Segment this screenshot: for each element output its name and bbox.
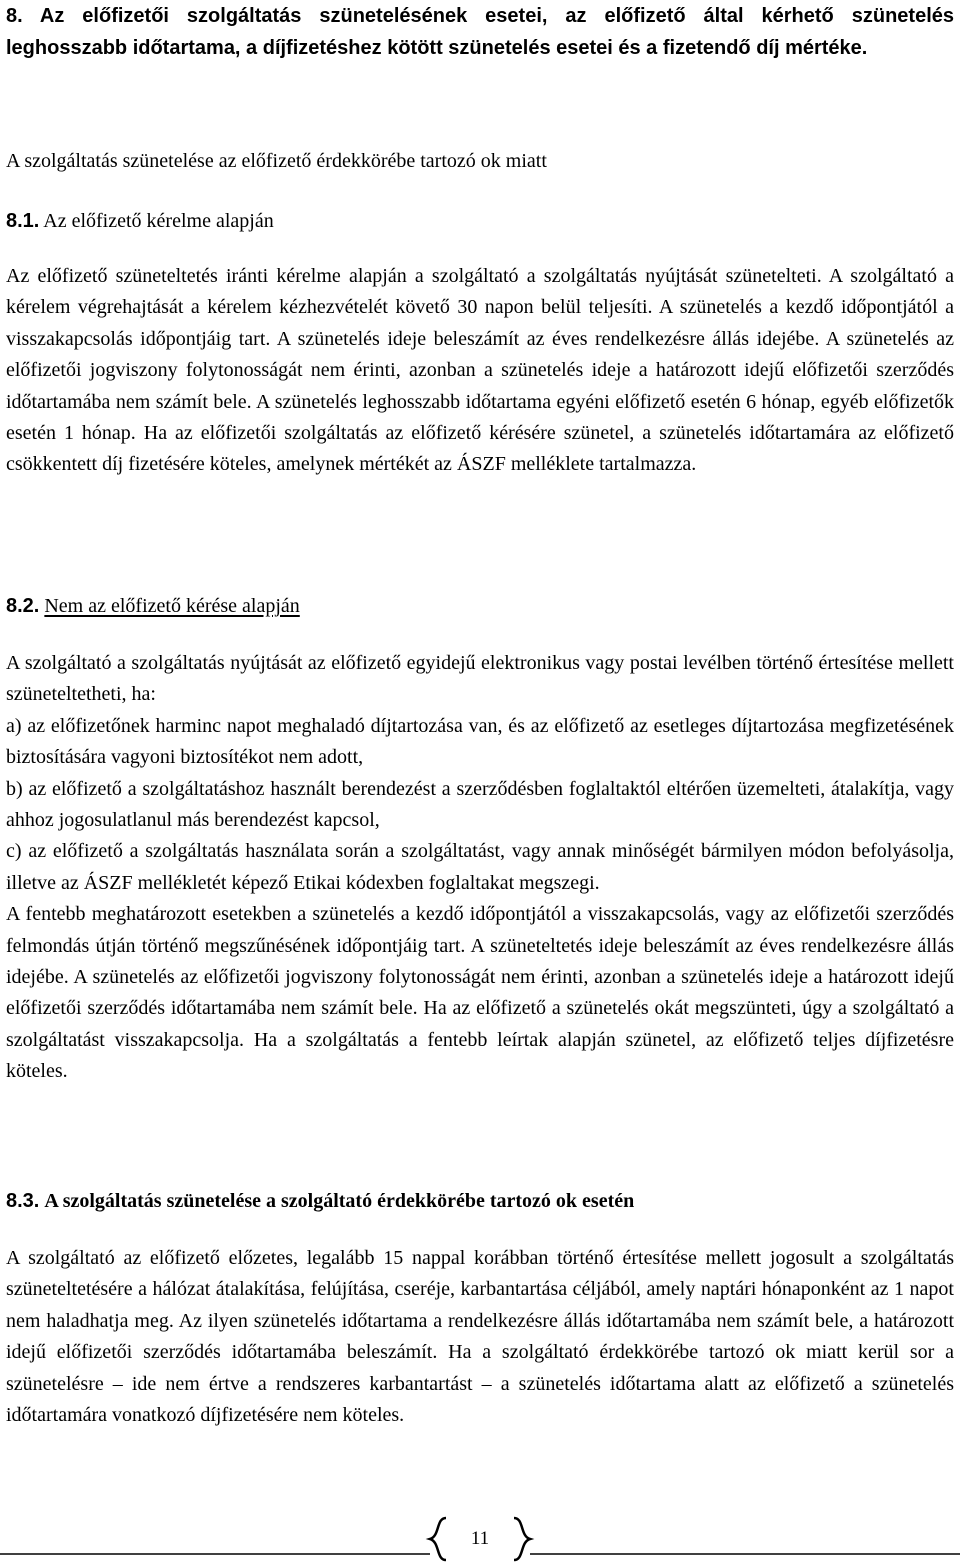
section-8-3-title: A szolgáltatás szünetelése a szolgáltató érdekkörébe tartozó ok esetén <box>44 1190 635 1212</box>
page-footer <box>0 1516 960 1562</box>
section-8-2-item-b: b) az előfizető a szolgáltatáshoz használt berendezést a szerződésben foglaltaktól eltérően üzemelteti, átalakítja, vagy ahhoz jogosulatlanul más berendezést kapcsol, <box>6 777 954 832</box>
subheading: A szolgáltatás szünetelése az előfizető érdekkörébe tartozó ok miatt <box>6 150 547 172</box>
section-8-2-number: 8.2. <box>6 595 40 617</box>
page-number: 11 <box>470 1528 490 1549</box>
section-8-2-item-c: c) az előfizető a szolgáltatás használata során a szolgáltatást, vagy annak minőségét bármilyen módon befolyásolja, illetve az ÁSZF mellékletét képező Etikai kódexben foglaltakat megszegi. <box>6 840 954 894</box>
section-8-2-body <box>6 648 954 1088</box>
section-8-1-heading <box>6 207 274 235</box>
section-8-3-paragraph: A szolgáltató az előfizető előzetes, legalább 15 nappal korábban történő értesítése mellett jogosult a szolgáltatás szüneteltetésére a hálózat átalakítása, felújítása, cseréje, karbantartása céljából, amely naptári hónaponként az 1 napot nem haladhatja meg. Az ilyen szünetelés időtartama a rendelkezésre állás időtartamába nem számít bele, a határozott idejű előfizetői szerződés időtartamába beleszámít. Ha a szolgáltató érdekkörébe tartozó ok miatt kerül sor a szünetelésre – ide nem értve a rendszeres karbantartást – a szünetelés időtartama alatt az előfizető a szünetelés időtartamára vonatkozó díjfizetésére nem köteles. <box>6 1247 954 1427</box>
section-8-2-intro: A szolgáltató a szolgáltatás nyújtását az előfizető egyidejű elektronikus vagy postai levélben történő értesítése mellett szüneteltetheti, ha: <box>6 652 954 706</box>
section-8-heading: 8. Az előfizetői szolgáltatás szünetelésének esetei, az előfizető által kérhető szünetelés leghosszabb időtartama, a díjfizetéshez kötött szünetelés esetei és a fizetendő díj mértéke. <box>6 5 954 59</box>
section-8-1-number: 8.1. <box>6 210 40 232</box>
section-8-2-closing: A fentebb meghatározott esetekben a szünetelés a kezdő időpontjától a visszakapcsolás, vagy az előfizetői szerződés felmondás útján történő megszűnésének időpontjáig tart. A szüneteltetés ideje beleszámít az éves rendelkezésre állás idejébe. A szünetelés az előfizetői jogviszony folytonosságát nem érinti, azonban a szünetelés ideje a határozott idejű előfizetői szerződés időtartamába nem számít bele. Ha az előfizető a szünetelés okát megszünteti, úgy a szolgáltató a szolgáltatást visszakapcsolja. Ha a szolgáltatás a fentebb leírtak alapján szünetel, az előfizető teljes díjfizetésre köteles. <box>6 903 954 1083</box>
section-8-2-title: Nem az előfizető kérése alapján <box>44 595 300 617</box>
section-8-2-item-a: a) az előfizetőnek harminc napot meghaladó díjtartozása van, és az előfizető az esetleges díjtartozása megfizetésének biztosítására vagyoni biztosítékot nem adott, <box>6 714 954 769</box>
section-8-1-paragraph: Az előfizető szüneteltetés iránti kérelme alapján a szolgáltató a szolgáltatás nyújtását szünetelteti. A szolgáltató a kérelem végrehajtását a kérelem kézhezvételét követő 30 napon belül teljesíti. A szünetelés a kezdő időpontjától a visszakapcsolás időpontjáig tart. A szünetelés ideje beleszámít az éves rendelkezésre állás idejébe. A szünetelés az előfizetői jogviszony folytonosságát nem érinti, azonban a szünetelés ideje a határozott idejű előfizetői szerződés időtartamába nem számít bele. A szünetelés leghosszabb időtartama egyéni előfizető esetén 6 hónap, egyéb előfizetők esetén 1 hónap. Ha az előfizetői szolgáltatás az előfizető kérésére szünetel, a szünetelés időtartamára az előfizető csökkentett díj fizetésére köteles, amelynek mértékét az ÁSZF melléklete tartalmazza. <box>6 265 954 476</box>
section-8-1-title: Az előfizető kérelme alapján <box>43 210 274 232</box>
section-8-3-number: 8.3. <box>6 1190 40 1212</box>
section-8-2-heading <box>6 592 300 620</box>
section-8-3-heading <box>6 1187 634 1215</box>
